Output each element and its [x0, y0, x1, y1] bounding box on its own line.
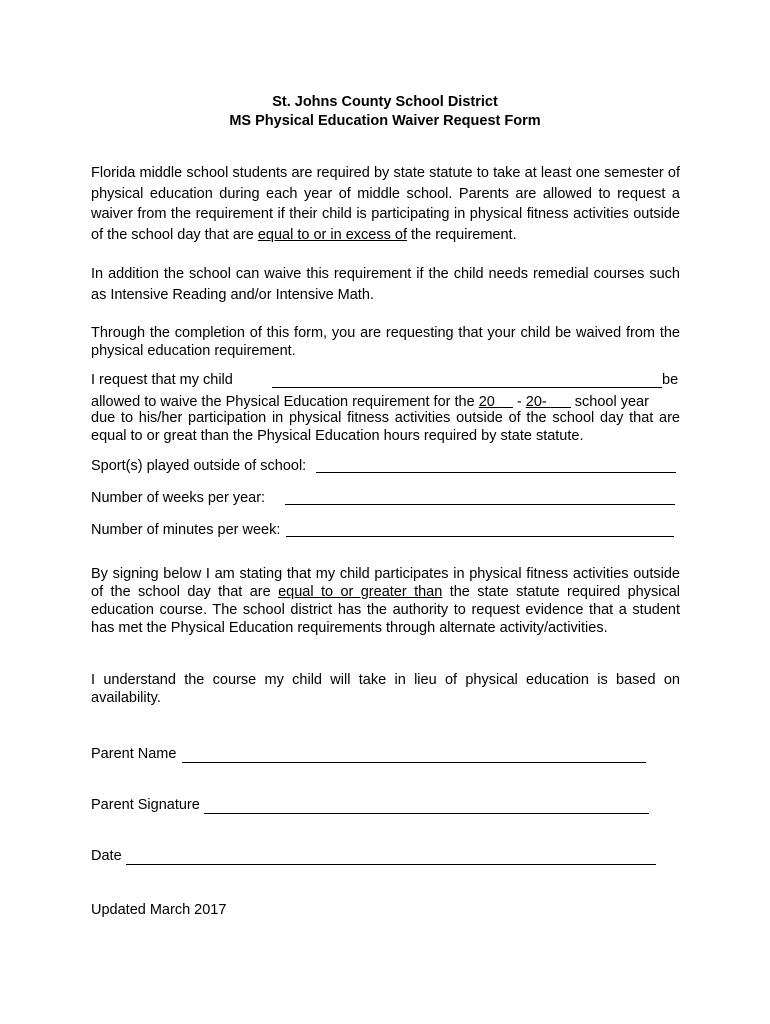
parent-signature-field[interactable]: [204, 813, 649, 814]
weeks-field[interactable]: [285, 504, 675, 505]
parent-name-label: Parent Name: [91, 746, 177, 762]
form-title: MS Physical Education Waiver Request Form: [229, 113, 541, 129]
intro-paragraph: Florida middle school students are required by state statute to take at least one semester of physical education during each year of middle school. Parents are allowed to request a waiver from the requirement if their child is participating in physical fitness activities outside of the school day that are equal to or in excess of the requirement.: [91, 165, 680, 243]
school-year-start[interactable]: 20: [478, 394, 499, 410]
remedial-paragraph: In addition the school can waive this requirement if the child needs remedial courses such as Intensive Reading and/or Intensive Math.: [91, 266, 680, 303]
date-label: Date: [91, 848, 122, 864]
minutes-label: Number of minutes per week:: [91, 522, 281, 538]
sports-label: Sport(s) played outside of school:: [91, 458, 307, 474]
request-prefix: I request that my child: [91, 372, 233, 388]
signing-paragraph: By signing below I am stating that my child participates in physical fitness activities outside of the school day that are equal to or greater than the state statute required physical education course. The school district has the authority to request evidence that a student has met the Physical Education requirements through alternate activity/activities.: [91, 566, 680, 636]
school-year-end[interactable]: 20-: [525, 394, 551, 410]
updated-note: Updated March 2017: [91, 902, 227, 918]
minutes-field[interactable]: [286, 536, 674, 537]
request-rest: due to his/her participation in physical fitness activities outside of the school day that are equal to or great than the Physical Education hours required by state statute.: [91, 410, 680, 444]
intro-underlined-phrase: equal to or in excess of: [257, 226, 407, 243]
through-paragraph: Through the completion of this form, you are requesting that your child be waived from the physical education requirement.: [91, 325, 680, 359]
child-name-field[interactable]: [272, 387, 662, 388]
understand-paragraph: I understand the course my child will take in lieu of physical education is based on availability.: [91, 672, 680, 706]
request-suffix: be: [662, 372, 679, 388]
district-title: St. Johns County School District: [272, 94, 498, 110]
signing-underlined-phrase: equal to or greater than: [278, 584, 443, 600]
request-year-line: allowed to waive the Physical Education requirement for the 20 - 20- school year: [91, 394, 649, 410]
weeks-label: Number of weeks per year:: [91, 490, 266, 506]
parent-name-field[interactable]: [182, 762, 646, 763]
sports-field[interactable]: [316, 472, 676, 473]
parent-signature-label: Parent Signature: [91, 797, 200, 813]
date-field[interactable]: [126, 864, 656, 865]
